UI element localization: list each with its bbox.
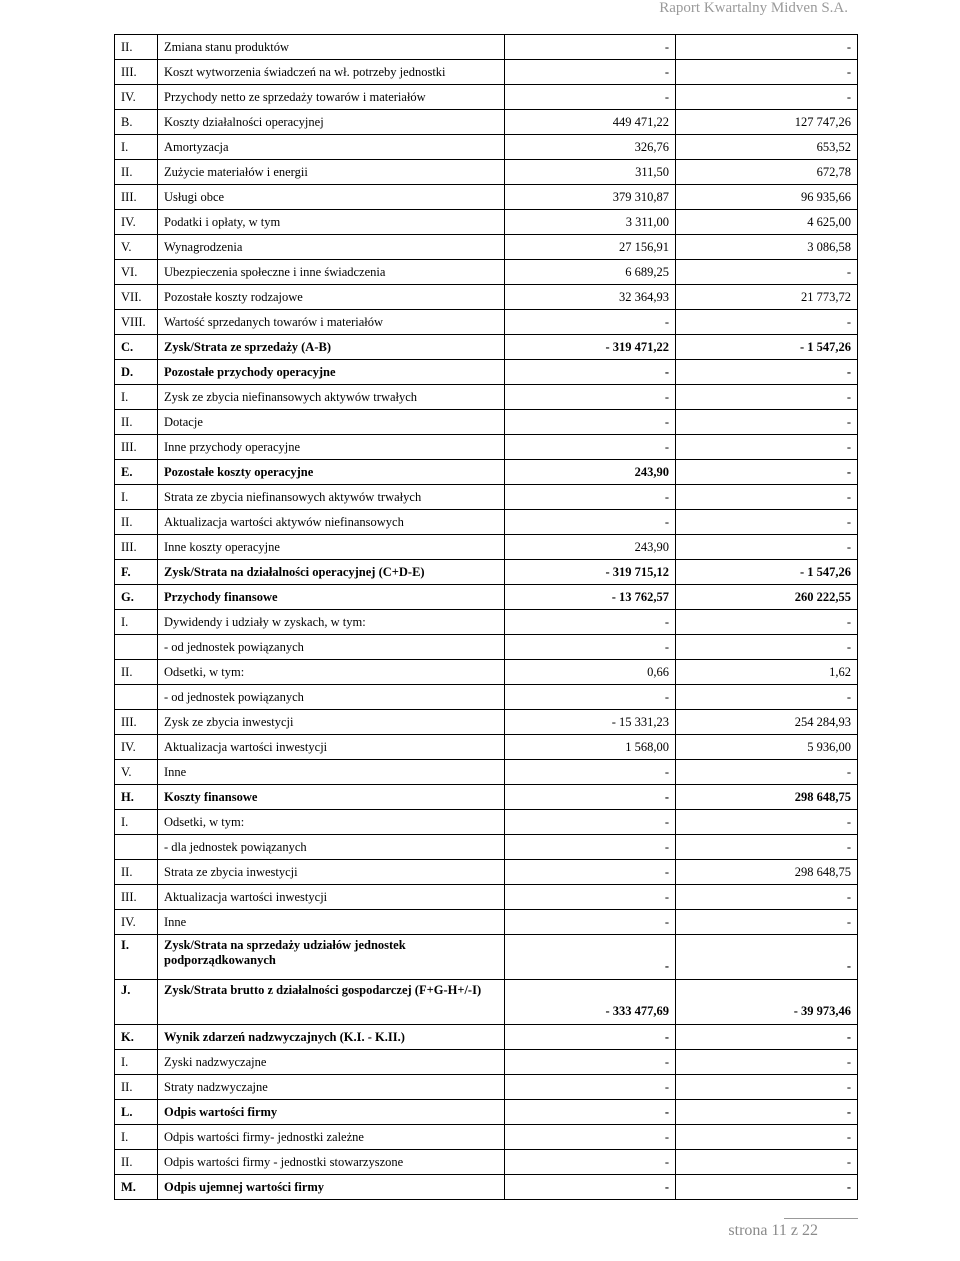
table-row: [115, 660, 858, 685]
value-previous: -: [676, 535, 858, 560]
value-current: -: [505, 435, 676, 460]
value-current: -: [505, 1150, 676, 1175]
value-previous: -: [676, 310, 858, 335]
row-label: Dywidendy i udziały w zyskach, w tym:: [158, 610, 505, 635]
value-previous: -: [676, 885, 858, 910]
value-previous: 127 747,26: [676, 110, 858, 135]
row-label: Inne koszty operacyjne: [158, 535, 505, 560]
row-number: III.: [115, 60, 158, 85]
row-number: D.: [115, 360, 158, 385]
table-row: [115, 135, 858, 160]
row-label: Pozostałe przychody operacyjne: [158, 360, 505, 385]
row-number: II.: [115, 35, 158, 60]
row-label: Podatki i opłaty, w tym: [158, 210, 505, 235]
value-current: - 319 715,12: [505, 560, 676, 585]
report-header-title: Raport Kwartalny Midven S.A.: [659, 0, 848, 16]
table-row: [115, 635, 858, 660]
value-current: -: [505, 1175, 676, 1200]
row-label: Zmiana stanu produktów: [158, 35, 505, 60]
value-current: 27 156,91: [505, 235, 676, 260]
table-row: [115, 560, 858, 585]
table-row: [115, 1175, 858, 1200]
value-current: 0,66: [505, 660, 676, 685]
value-previous: 96 935,66: [676, 185, 858, 210]
value-current: -: [505, 60, 676, 85]
table-row: [115, 110, 858, 135]
value-current: -: [505, 35, 676, 60]
row-label: Koszty działalności operacyjnej: [158, 110, 505, 135]
value-previous: -: [676, 410, 858, 435]
row-number: IV.: [115, 910, 158, 935]
income-statement-rows: [115, 35, 858, 1200]
value-previous: -: [676, 1125, 858, 1150]
value-previous: -: [676, 485, 858, 510]
row-number: III.: [115, 710, 158, 735]
value-previous: -: [676, 385, 858, 410]
value-current: 326,76: [505, 135, 676, 160]
table-row: [115, 785, 858, 810]
row-number: E.: [115, 460, 158, 485]
value-previous: 254 284,93: [676, 710, 858, 735]
row-number: VIII.: [115, 310, 158, 335]
row-label: Zysk ze zbycia inwestycji: [158, 710, 505, 735]
value-current: 379 310,87: [505, 185, 676, 210]
table-row: [115, 60, 858, 85]
row-number: F.: [115, 560, 158, 585]
value-previous: -: [676, 910, 858, 935]
table-row: [115, 710, 858, 735]
value-previous: -: [676, 435, 858, 460]
value-current: -: [505, 85, 676, 110]
row-label: Odpis wartości firmy- jednostki zależne: [158, 1125, 505, 1150]
value-previous: -: [676, 835, 858, 860]
table-row: [115, 160, 858, 185]
value-previous: -: [676, 760, 858, 785]
value-current: - 15 331,23: [505, 710, 676, 735]
value-current: -: [505, 785, 676, 810]
row-number: I.: [115, 135, 158, 160]
row-label: Straty nadzwyczajne: [158, 1075, 505, 1100]
row-number: II.: [115, 1150, 158, 1175]
value-previous: -: [676, 1050, 858, 1075]
value-current: -: [505, 885, 676, 910]
row-label: Odpis ujemnej wartości firmy: [158, 1175, 505, 1200]
table-row: [115, 1125, 858, 1150]
row-number: II.: [115, 860, 158, 885]
value-current: 449 471,22: [505, 110, 676, 135]
row-label: Aktualizacja wartości inwestycji: [158, 735, 505, 760]
value-current: 311,50: [505, 160, 676, 185]
table-row: [115, 585, 858, 610]
value-current: 6 689,25: [505, 260, 676, 285]
table-row: [115, 1150, 858, 1175]
row-number: I.: [115, 1050, 158, 1075]
value-current: - 333 477,69: [505, 980, 676, 1025]
row-number: C.: [115, 335, 158, 360]
table-row: [115, 510, 858, 535]
table-row: [115, 385, 858, 410]
value-previous: 5 936,00: [676, 735, 858, 760]
value-current: -: [505, 910, 676, 935]
value-previous: -: [676, 260, 858, 285]
value-previous: 4 625,00: [676, 210, 858, 235]
table-row: [115, 210, 858, 235]
table-row: [115, 1050, 858, 1075]
row-label: Wartość sprzedanych towarów i materiałów: [158, 310, 505, 335]
value-current: -: [505, 610, 676, 635]
table-row: [115, 910, 858, 935]
value-current: -: [505, 1050, 676, 1075]
row-label: Koszty finansowe: [158, 785, 505, 810]
row-label: Usługi obce: [158, 185, 505, 210]
value-current: 3 311,00: [505, 210, 676, 235]
row-number: IV.: [115, 85, 158, 110]
table-row: [115, 435, 858, 460]
table-row: [115, 310, 858, 335]
value-previous: -: [676, 360, 858, 385]
value-previous: 298 648,75: [676, 860, 858, 885]
row-number: II.: [115, 1075, 158, 1100]
table-row: [115, 360, 858, 385]
row-label: Zyski nadzwyczajne: [158, 1050, 505, 1075]
row-number: G.: [115, 585, 158, 610]
value-previous: - 39 973,46: [676, 980, 858, 1025]
row-label: Wynik zdarzeń nadzwyczajnych (K.I. - K.II.): [158, 1025, 505, 1050]
row-number: M.: [115, 1175, 158, 1200]
value-previous: -: [676, 85, 858, 110]
value-previous: -: [676, 510, 858, 535]
row-label: Przychody finansowe: [158, 585, 505, 610]
value-current: 1 568,00: [505, 735, 676, 760]
row-label: Inne: [158, 910, 505, 935]
value-previous: - 1 547,26: [676, 335, 858, 360]
row-label: Zysk ze zbycia niefinansowych aktywów trwałych: [158, 385, 505, 410]
row-number: L.: [115, 1100, 158, 1125]
value-current: -: [505, 1025, 676, 1050]
table-row: [115, 810, 858, 835]
table-row: [115, 285, 858, 310]
row-label: - od jednostek powiązanych: [158, 635, 505, 660]
table-row: [115, 980, 858, 1025]
row-label: Odpis wartości firmy: [158, 1100, 505, 1125]
value-current: 243,90: [505, 535, 676, 560]
row-label: Pozostałe koszty rodzajowe: [158, 285, 505, 310]
value-previous: -: [676, 460, 858, 485]
value-previous: -: [676, 935, 858, 980]
row-label: Wynagrodzenia: [158, 235, 505, 260]
value-previous: - 1 547,26: [676, 560, 858, 585]
footer-divider: [784, 1218, 858, 1219]
value-previous: -: [676, 1100, 858, 1125]
row-number: V.: [115, 760, 158, 785]
row-label: Odpis wartości firmy - jednostki stowarzyszone: [158, 1150, 505, 1175]
table-row: [115, 335, 858, 360]
value-previous: -: [676, 685, 858, 710]
row-label: Zużycie materiałów i energii: [158, 160, 505, 185]
value-current: -: [505, 860, 676, 885]
table-row: [115, 885, 858, 910]
table-row: [115, 1100, 858, 1125]
row-number: III.: [115, 535, 158, 560]
row-label: Aktualizacja wartości aktywów niefinansowych: [158, 510, 505, 535]
value-previous: -: [676, 810, 858, 835]
row-label: Zysk/Strata brutto z działalności gospodarczej (F+G-H+/-I): [158, 980, 505, 1025]
row-number: H.: [115, 785, 158, 810]
row-number: I.: [115, 810, 158, 835]
page-number: strona 11 z 22: [728, 1222, 818, 1239]
value-current: 32 364,93: [505, 285, 676, 310]
row-number: II.: [115, 410, 158, 435]
value-current: -: [505, 510, 676, 535]
table-row: [115, 35, 858, 60]
row-label: Pozostałe koszty operacyjne: [158, 460, 505, 485]
value-current: -: [505, 1075, 676, 1100]
value-previous: 1,62: [676, 660, 858, 685]
row-label: - od jednostek powiązanych: [158, 685, 505, 710]
row-number: III.: [115, 185, 158, 210]
row-label: Zysk/Strata na działalności operacyjnej (C+D-E): [158, 560, 505, 585]
row-label: Odsetki, w tym:: [158, 660, 505, 685]
row-label: Zysk/Strata ze sprzedaży (A-B): [158, 335, 505, 360]
table-row: [115, 460, 858, 485]
value-previous: -: [676, 635, 858, 660]
table-row: [115, 185, 858, 210]
row-number: V.: [115, 235, 158, 260]
table-row: [115, 235, 858, 260]
row-label: Aktualizacja wartości inwestycji: [158, 885, 505, 910]
income-statement-table: [114, 34, 858, 1200]
row-number: J.: [115, 980, 158, 1025]
table-row: [115, 85, 858, 110]
row-number: II.: [115, 160, 158, 185]
value-previous: -: [676, 35, 858, 60]
table-row: [115, 535, 858, 560]
value-previous: 3 086,58: [676, 235, 858, 260]
value-previous: 21 773,72: [676, 285, 858, 310]
value-current: -: [505, 310, 676, 335]
value-current: - 13 762,57: [505, 585, 676, 610]
value-previous: -: [676, 60, 858, 85]
row-label: Przychody netto ze sprzedaży towarów i materiałów: [158, 85, 505, 110]
table-row: [115, 1075, 858, 1100]
value-current: -: [505, 760, 676, 785]
row-number: I.: [115, 610, 158, 635]
row-label: Strata ze zbycia niefinansowych aktywów trwałych: [158, 485, 505, 510]
value-current: -: [505, 360, 676, 385]
row-label: Inne przychody operacyjne: [158, 435, 505, 460]
value-previous: 260 222,55: [676, 585, 858, 610]
row-label: Inne: [158, 760, 505, 785]
row-number: II.: [115, 510, 158, 535]
row-number: III.: [115, 885, 158, 910]
row-label: - dla jednostek powiązanych: [158, 835, 505, 860]
row-number: III.: [115, 435, 158, 460]
value-previous: 672,78: [676, 160, 858, 185]
table-row: [115, 410, 858, 435]
row-label: Strata ze zbycia inwestycji: [158, 860, 505, 885]
row-label: Dotacje: [158, 410, 505, 435]
table-row: [115, 860, 858, 885]
value-current: -: [505, 935, 676, 980]
row-number: [115, 685, 158, 710]
row-label: Odsetki, w tym:: [158, 810, 505, 835]
table-row: [115, 735, 858, 760]
row-label: Koszt wytworzenia świadczeń na wł. potrzeby jednostki: [158, 60, 505, 85]
row-number: II.: [115, 660, 158, 685]
value-current: -: [505, 410, 676, 435]
value-previous: 653,52: [676, 135, 858, 160]
value-current: -: [505, 835, 676, 860]
table-row: [115, 610, 858, 635]
table-row: [115, 685, 858, 710]
value-previous: -: [676, 1075, 858, 1100]
value-previous: -: [676, 1025, 858, 1050]
table-row: [115, 260, 858, 285]
value-previous: 298 648,75: [676, 785, 858, 810]
value-previous: -: [676, 1175, 858, 1200]
table-row: [115, 485, 858, 510]
value-current: -: [505, 485, 676, 510]
row-label: Amortyzacja: [158, 135, 505, 160]
row-number: K.: [115, 1025, 158, 1050]
table-row: [115, 1025, 858, 1050]
value-current: -: [505, 1125, 676, 1150]
table-row: [115, 835, 858, 860]
row-number: [115, 635, 158, 660]
row-label: Zysk/Strata na sprzedaży udziałów jednostek podporządkowanych: [158, 935, 505, 980]
row-number: I.: [115, 1125, 158, 1150]
value-current: -: [505, 1100, 676, 1125]
row-number: VII.: [115, 285, 158, 310]
row-number: I.: [115, 485, 158, 510]
value-current: -: [505, 385, 676, 410]
value-current: -: [505, 685, 676, 710]
table-row: [115, 760, 858, 785]
value-current: 243,90: [505, 460, 676, 485]
row-number: IV.: [115, 210, 158, 235]
row-number: B.: [115, 110, 158, 135]
value-current: -: [505, 635, 676, 660]
row-number: I.: [115, 385, 158, 410]
value-previous: -: [676, 1150, 858, 1175]
value-previous: -: [676, 610, 858, 635]
row-number: VI.: [115, 260, 158, 285]
row-number: I.: [115, 935, 158, 980]
row-number: [115, 835, 158, 860]
table-row: [115, 935, 858, 980]
row-label: Ubezpieczenia społeczne i inne świadczenia: [158, 260, 505, 285]
value-current: -: [505, 810, 676, 835]
value-current: - 319 471,22: [505, 335, 676, 360]
row-number: IV.: [115, 735, 158, 760]
